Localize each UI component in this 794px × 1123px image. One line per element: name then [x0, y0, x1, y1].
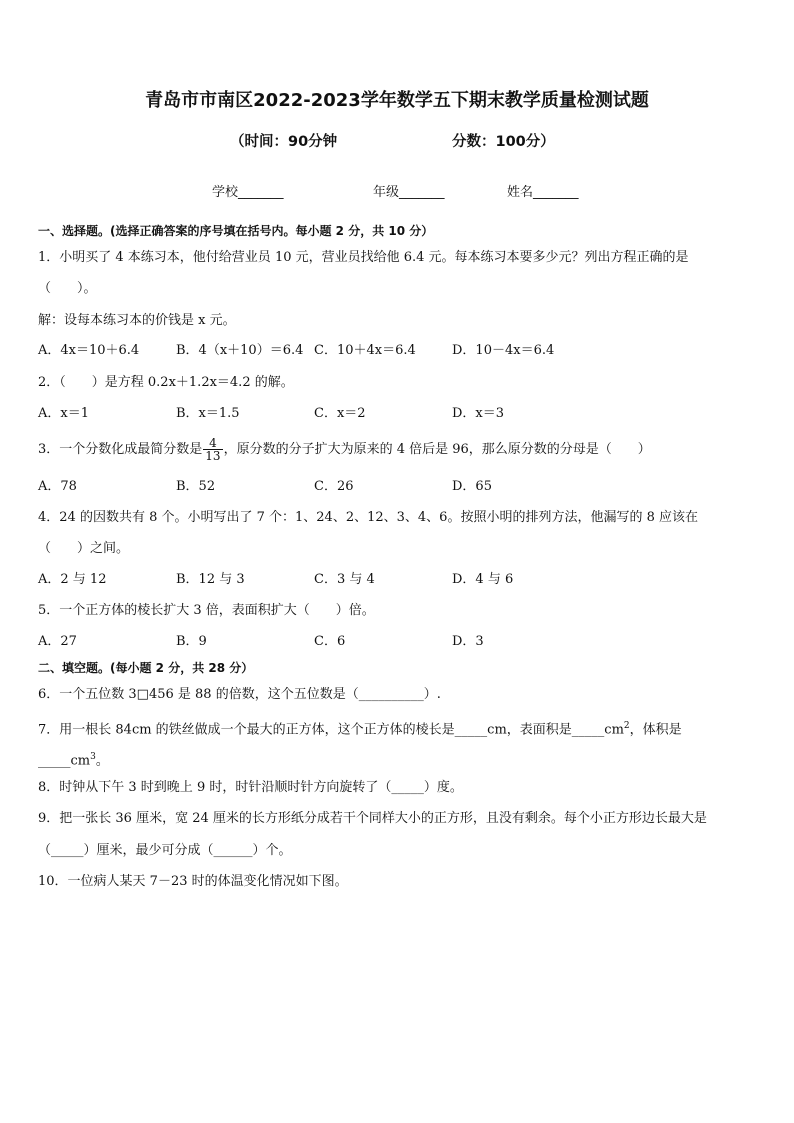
- q9-blank: （_____）厘米，最少可分成（______）个。: [38, 843, 292, 858]
- school-field[interactable]: 学校_______: [212, 185, 284, 200]
- q2-option-a[interactable]: A．x＝1: [38, 406, 89, 421]
- page-title: 青岛市市南区2022-2023学年数学五下期末教学质量检测试题: [145, 90, 649, 111]
- q3-prefix: 3．一个分数化成最简分数是: [38, 442, 203, 457]
- exam-score: 分数：100分）: [452, 134, 555, 150]
- q5-text: 5．一个正方体的棱长扩大 3 倍，表面积扩大（ ）倍。: [38, 603, 375, 618]
- q7-end: 。: [95, 753, 109, 769]
- q7-text: [38, 718, 682, 738]
- q5-option-c[interactable]: C．6: [314, 634, 346, 649]
- section-choice-heading: 一、选择题。(选择正确答案的序号填在括号内。每小题 2 分，共 10 分）: [38, 224, 434, 238]
- grade-field[interactable]: 年级_______: [373, 185, 445, 200]
- section-fill-heading: 二、填空题。(每小题 2 分，共 28 分）: [38, 661, 254, 675]
- q4-blank: （ ）之间。: [38, 541, 130, 556]
- q1-blank: （ ）。: [38, 281, 97, 296]
- q1-text: 1．小明买了 4 本练习本，他付给营业员 10 元，营业员找给他 6.4 元。每本练习本要多少元？列出方程正确的是: [38, 250, 689, 265]
- q1-solution: 解：设每本练习本的价钱是 x 元。: [38, 313, 236, 328]
- q1-option-b[interactable]: B．4（x＋10）＝6.4: [176, 343, 304, 358]
- name-field[interactable]: 姓名_______: [507, 185, 579, 200]
- q7-volume-blank: _____cm: [38, 753, 91, 769]
- q2-text: 2．（ ）是方程 0.2x＋1.2x＝4.2 的解。: [38, 375, 294, 390]
- q3-fraction: [203, 437, 222, 462]
- q3-fraction-numerator: 4: [209, 436, 217, 450]
- q3-fraction-denominator: 13: [205, 449, 221, 463]
- q4-text: 4．24 的因数共有 8 个。小明写出了 7 个：1、24、2、12、3、4、6。按照小明的排列方法，他漏写的 8 应该在: [38, 510, 698, 525]
- q7-text-line2: [38, 749, 109, 769]
- q2-option-b[interactable]: B．x＝1.5: [176, 406, 240, 421]
- q7-part2: ，体积是: [629, 722, 682, 738]
- q9-text: 9．把一张长 36 厘米，宽 24 厘米的长方形纸分成若干个同样大小的正方形，且没有剩余。每个小正方形边长最大是: [38, 811, 707, 826]
- q5-option-b[interactable]: B．9: [176, 634, 207, 649]
- q3-text: [38, 436, 651, 464]
- exam-time: （时间：90分钟: [230, 134, 338, 150]
- q1-option-a[interactable]: A．4x＝10＋6.4: [38, 343, 140, 358]
- q3-option-d[interactable]: D．65: [452, 479, 492, 494]
- q8-text: 8．时钟从下午 3 时到晚上 9 时，时针沿顺时针方向旋转了（_____）度。: [38, 780, 463, 795]
- q4-option-c[interactable]: C．3 与 4: [314, 572, 375, 587]
- q4-option-d[interactable]: D．4 与 6: [452, 572, 514, 587]
- q2-option-c[interactable]: C．x＝2: [314, 406, 366, 421]
- q7-square-exponent: 2: [623, 721, 630, 731]
- q3-suffix: ，原分数的分子扩大为原来的 4 倍后是 96，那么原分数的分母是（ ）: [223, 442, 651, 457]
- q3-option-b[interactable]: B．52: [176, 479, 216, 494]
- q3-option-a[interactable]: A．78: [38, 479, 77, 494]
- q3-option-c[interactable]: C．26: [314, 479, 354, 494]
- q5-option-a[interactable]: A．27: [38, 634, 77, 649]
- q1-option-c[interactable]: C．10＋4x＝6.4: [314, 343, 416, 358]
- q10-text: 10．一位病人某天 7－23 时的体温变化情况如下图。: [38, 874, 348, 889]
- q7-cube-exponent: 3: [90, 752, 96, 762]
- q1-option-d[interactable]: D．10－4x＝6.4: [452, 343, 555, 358]
- q6-text: 6．一个五位数 3□456 是 88 的倍数，这个五位数是（__________）.: [38, 687, 441, 702]
- q4-option-a[interactable]: A．2 与 12: [38, 572, 107, 587]
- q4-option-b[interactable]: B．12 与 3: [176, 572, 245, 587]
- q7-part1: 7．用一根长 84cm 的铁丝做成一个最大的正方体，这个正方体的棱长是_____cm，表面积是_____cm: [38, 722, 624, 738]
- q2-option-d[interactable]: D．x＝3: [452, 406, 505, 421]
- q5-option-d[interactable]: D．3: [452, 634, 484, 649]
